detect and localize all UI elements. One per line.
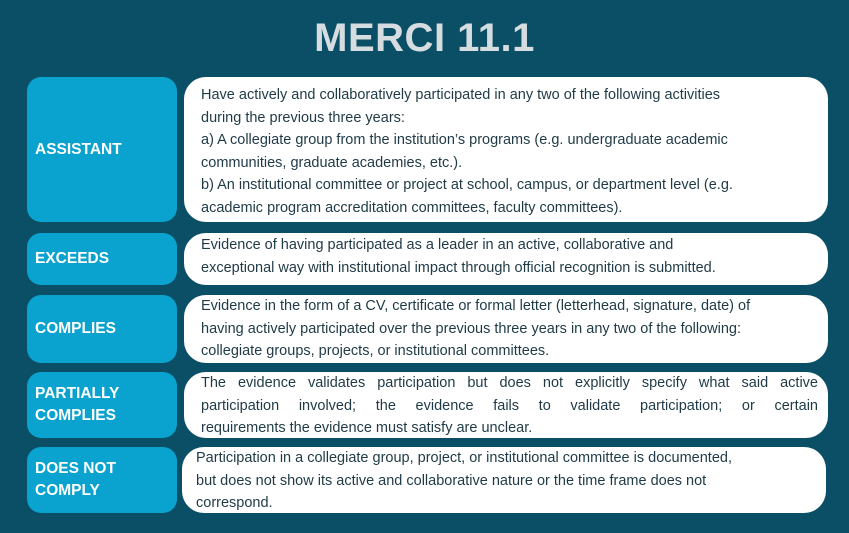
description-line: having actively participated over the previous three years in any two of the following: [201,320,742,337]
level-label-line: DOES NOT [35,460,116,477]
description-line: but does not show its active and collaborative nature or the time frame does not [196,472,707,489]
level-label-partially-complies [27,372,177,438]
criteria-row-partially-complies [27,372,849,438]
description-line: correspond. [196,495,273,511]
level-label-does-not-comply [27,447,177,513]
description-line: collegiate groups, projects, or institutional committees. [201,343,550,359]
description-line: Have actively and collaboratively participated in any two of the following activities [201,87,721,103]
criteria-row-exceeds [27,233,849,285]
level-label-text: EXCEEDS [35,250,110,267]
level-label-text: ASSISTANT [35,140,122,158]
level-label-line: COMPLIES [35,407,116,424]
level-label-line: COMPLY [35,482,100,499]
description-line: requirements the evidence must satisfy are unclear. [201,420,533,436]
level-label-complies [27,295,177,363]
criteria-row-assistant [27,77,849,222]
criteria-description-does-not-comply [182,447,826,513]
page-title: MERCI 11.1 [314,16,535,60]
description-line: a) A collegiate group from the institution’s programs (e.g. undergraduate academic [201,132,728,148]
level-label-exceeds [27,233,177,285]
criteria-row-complies [27,295,849,363]
criteria-row-does-not-comply [27,447,849,513]
description-line: academic program accreditation committees, faculty committees). [201,199,623,216]
level-label-text [35,458,116,502]
description-line: Evidence in the form of a CV, certificate or formal letter (letterhead, signature, date) of [201,298,751,314]
level-label-line: PARTIALLY [35,385,120,402]
criteria-description-exceeds [184,233,828,285]
description-line: The evidence validates participation but does not explicitly specify what said active [201,375,818,391]
criteria-description-assistant [184,77,828,222]
description-line: communities, graduate academies, etc.). [201,154,463,171]
description-line: during the previous three years: [201,109,405,126]
criteria-description-partially-complies [184,372,828,438]
criteria-description-complies [184,295,828,363]
description-line: participation involved; the evidence fails to validate participation; or certain [201,397,818,414]
level-label-assistant [27,77,177,222]
level-label-text: COMPLIES [35,320,116,337]
description-line: b) An institutional committee or project at school, campus, or department level (e.g. [201,177,733,193]
level-label-text [35,383,119,427]
description-line: Participation in a collegiate group, project, or institutional committee is documented, [196,450,732,466]
description-line: exceptional way with institutional impact through official recognition is submitted. [201,259,716,276]
description-line: Evidence of having participated as a leader in an active, collaborative and [201,237,674,253]
